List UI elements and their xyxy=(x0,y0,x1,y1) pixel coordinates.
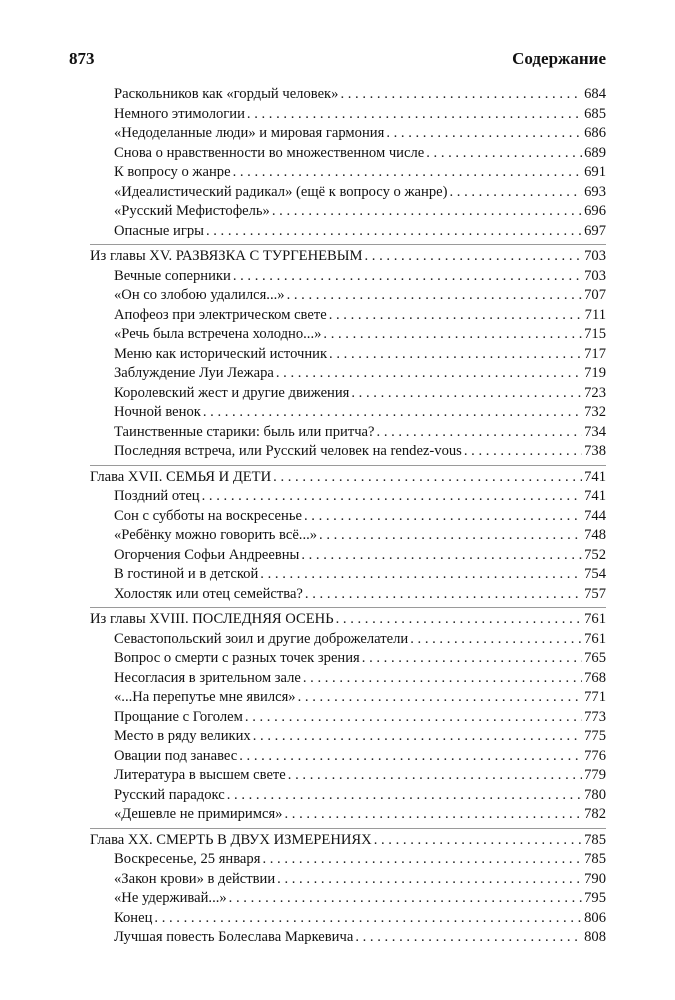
toc-entry xyxy=(90,105,606,125)
toc-entry-page: 773 xyxy=(584,708,606,725)
toc-entry-title: Холостяк или отец семейства? xyxy=(114,585,303,602)
toc-entry-title: Ночной венок xyxy=(114,404,201,420)
dot-leader xyxy=(227,786,582,806)
toc-entry xyxy=(90,630,606,650)
toc-entry-title: Раскольников как «гордый человек» xyxy=(114,86,339,102)
toc-chapter-page: 741 xyxy=(584,468,606,485)
dot-leader xyxy=(301,546,582,566)
toc-entry-page: 693 xyxy=(584,183,606,200)
toc-entry-page: 723 xyxy=(584,384,606,401)
toc-entry xyxy=(90,585,606,605)
dot-leader xyxy=(464,442,582,462)
toc-chapter xyxy=(90,468,606,488)
toc-entry-page: 685 xyxy=(584,105,606,122)
dot-leader xyxy=(351,384,582,404)
dot-leader xyxy=(374,831,582,851)
toc-entry-page: 790 xyxy=(584,870,606,887)
toc-entry-page: 715 xyxy=(584,326,606,342)
toc-entry-title: Литература в высшем свете xyxy=(114,767,286,783)
dot-leader xyxy=(276,364,582,384)
toc-entry-title: Севастопольский зоил и другие доброжелатели xyxy=(114,630,409,647)
dot-leader xyxy=(336,610,583,630)
toc-entry-title: Вечные соперники xyxy=(114,267,231,284)
toc-entry-title: Таинственные старики: быль или притча? xyxy=(114,423,375,440)
dot-leader xyxy=(426,144,582,164)
dot-leader xyxy=(253,727,582,747)
toc-entry xyxy=(90,766,606,786)
toc-entry xyxy=(90,325,606,345)
toc-entry xyxy=(90,850,606,870)
toc-entry xyxy=(90,384,606,404)
dot-leader xyxy=(239,747,582,767)
toc-entry-title: Немного этимологии xyxy=(114,105,245,122)
toc-entry xyxy=(90,423,606,443)
toc-entry-title: Конец xyxy=(114,909,153,926)
dot-leader xyxy=(319,526,582,546)
toc-entry-title: Овации под занавес xyxy=(114,747,238,764)
dot-leader xyxy=(154,909,582,929)
toc-entry xyxy=(90,805,606,825)
dot-leader xyxy=(365,247,583,267)
dot-leader xyxy=(277,870,582,890)
toc-entry-page: 691 xyxy=(584,164,606,180)
dot-leader xyxy=(304,507,582,527)
toc-block xyxy=(90,607,606,825)
toc-entry xyxy=(90,786,606,806)
toc-entry-title: Последняя встреча, или Русский человек на rendez-vous xyxy=(114,443,462,459)
toc-chapter-title: Из главы XVIII. ПОСЛЕДНЯЯ ОСЕНЬ xyxy=(90,611,334,627)
toc-chapter-title: Из главы XV. РАЗВЯЗКА С ТУРГЕНЕВЫМ xyxy=(90,248,363,264)
toc-chapter xyxy=(90,247,606,267)
toc-entry-page: 748 xyxy=(584,527,606,543)
toc-chapter xyxy=(90,610,606,630)
toc-entry-title: Заблуждение Луи Лежара xyxy=(114,365,274,381)
toc-entry xyxy=(90,928,606,948)
dot-leader xyxy=(340,85,582,105)
dot-leader xyxy=(202,487,582,507)
toc-entry xyxy=(90,649,606,669)
toc-entry xyxy=(90,688,606,708)
dot-leader xyxy=(386,124,582,144)
toc-chapter-title: Глава XVII. СЕМЬЯ И ДЕТИ xyxy=(90,468,272,485)
toc-entry-title: Апофеоз при электрическом свете xyxy=(114,306,327,323)
toc-entry-title: «Не удерживай...» xyxy=(114,890,227,906)
toc-entry-title: Прощание с Гоголем xyxy=(114,708,243,725)
toc-entry-page: 765 xyxy=(584,650,606,666)
dot-leader xyxy=(329,345,582,365)
toc-block xyxy=(90,828,606,948)
toc-entry-title: Снова о нравственности во множественном числе xyxy=(114,144,425,161)
dot-leader xyxy=(206,222,582,242)
toc-entry-title: Сон с субботы на воскресенье xyxy=(114,507,302,524)
toc-entry xyxy=(90,708,606,728)
dot-leader xyxy=(247,105,582,125)
toc-entry-title: Место в ряду великих xyxy=(114,728,251,744)
toc-entry xyxy=(90,526,606,546)
toc-entry-page: 761 xyxy=(584,630,606,647)
toc-entry xyxy=(90,267,606,287)
toc-entry-title: Огорчения Софьи Андреевны xyxy=(114,546,300,563)
toc-entry xyxy=(90,442,606,462)
toc-chapter-page: 785 xyxy=(584,831,606,848)
dot-leader xyxy=(260,565,582,585)
toc-entry-page: 779 xyxy=(584,767,606,783)
toc-entry-title: Лучшая повесть Болеслава Маркевича xyxy=(114,929,354,945)
toc-entry xyxy=(90,222,606,242)
dot-leader xyxy=(449,183,582,203)
toc-entry-title: «Недоделанные люди» и мировая гармония xyxy=(114,125,385,141)
toc-entry-page: 757 xyxy=(584,585,606,602)
toc-entry-title: Воскресенье, 25 января xyxy=(114,851,261,867)
toc-entry-title: В гостиной и в детской xyxy=(114,566,259,582)
toc-entry-title: Опасные игры xyxy=(114,222,204,239)
toc-entry-title: «...На перепутье мне явился» xyxy=(114,689,296,705)
toc-entry-page: 782 xyxy=(584,806,606,822)
toc-entry-page: 771 xyxy=(584,689,606,705)
page-header xyxy=(69,49,606,73)
toc-entry xyxy=(90,747,606,767)
toc-entry-title: «Закон крови» в действии xyxy=(114,870,276,887)
toc-entry-page: 768 xyxy=(584,669,606,686)
toc-chapter-page: 761 xyxy=(584,611,606,627)
toc-entry-page: 707 xyxy=(584,287,606,303)
toc-entry xyxy=(90,183,606,203)
toc-entry-page: 744 xyxy=(584,507,606,524)
toc-entry xyxy=(90,144,606,164)
toc-entry-page: 684 xyxy=(584,86,606,102)
toc-entry-title: Королевский жест и другие движения xyxy=(114,384,350,401)
dot-leader xyxy=(233,267,582,287)
toc-entry-page: 686 xyxy=(584,125,606,141)
toc-entry xyxy=(90,669,606,689)
toc-entry-page: 719 xyxy=(584,365,606,381)
dot-leader xyxy=(273,468,582,488)
dot-leader xyxy=(303,669,582,689)
toc-entry xyxy=(90,124,606,144)
toc-entry-title: К вопросу о жанре xyxy=(114,164,231,180)
toc-entry-title: Несогласия в зрительном зале xyxy=(114,669,301,686)
toc-entry xyxy=(90,306,606,326)
table-of-contents xyxy=(90,85,606,948)
toc-entry xyxy=(90,345,606,365)
dot-leader xyxy=(203,403,582,423)
toc-entry xyxy=(90,909,606,929)
toc-entry xyxy=(90,163,606,183)
toc-entry-page: 711 xyxy=(584,306,606,323)
toc-chapter-title: Глава XX. СМЕРТЬ В ДВУХ ИЗМЕРЕНИЯХ xyxy=(90,831,372,848)
toc-entry-title: «Он со злобою удалился...» xyxy=(114,287,285,303)
toc-entry-page: 795 xyxy=(584,890,606,906)
toc-entry xyxy=(90,546,606,566)
dot-leader xyxy=(329,306,583,326)
dot-leader xyxy=(377,423,583,443)
toc-chapter xyxy=(90,831,606,851)
toc-entry-title: «Речь была встречена холодно...» xyxy=(114,326,322,342)
toc-entry-title: «Идеалистический радикал» (ещё к вопросу о жанре) xyxy=(114,183,448,200)
toc-entry-page: 775 xyxy=(584,728,606,744)
toc-entry-page: 741 xyxy=(584,488,606,504)
toc-entry-page: 696 xyxy=(584,203,606,219)
dot-leader xyxy=(284,805,582,825)
dot-leader xyxy=(262,850,582,870)
toc-entry-page: 806 xyxy=(584,909,606,926)
dot-leader xyxy=(410,630,582,650)
dot-leader xyxy=(362,649,582,669)
toc-entry xyxy=(90,565,606,585)
page-number: 873 xyxy=(69,49,95,68)
dot-leader xyxy=(287,286,583,306)
dot-leader xyxy=(245,708,582,728)
toc-entry-title: Вопрос о смерти с разных точек зрения xyxy=(114,650,360,666)
toc-entry-page: 734 xyxy=(584,423,606,440)
toc-entry-page: 697 xyxy=(584,222,606,239)
toc-entry-page: 752 xyxy=(584,546,606,563)
toc-entry-page: 703 xyxy=(584,267,606,284)
toc-block xyxy=(90,465,606,605)
toc-entry-title: Поздний отец xyxy=(114,488,200,504)
toc-entry xyxy=(90,202,606,222)
toc-entry-page: 754 xyxy=(584,566,606,582)
toc-block xyxy=(90,244,606,462)
toc-entry-title: «Русский Мефистофель» xyxy=(114,203,270,219)
toc-entry-title: «Ребёнку можно говорить всё...» xyxy=(114,527,318,543)
running-head: Содержание xyxy=(512,49,606,68)
toc-entry-title: «Дешевле не примиримся» xyxy=(114,806,283,822)
dot-leader xyxy=(272,202,582,222)
dot-leader xyxy=(305,585,582,605)
toc-entry xyxy=(90,889,606,909)
dot-leader xyxy=(298,688,583,708)
toc-entry-page: 780 xyxy=(584,786,606,803)
dot-leader xyxy=(233,163,583,183)
toc-entry-page: 738 xyxy=(584,443,606,459)
toc-entry-title: Меню как исторический источник xyxy=(114,345,328,362)
toc-entry-title: Русский парадокс xyxy=(114,786,225,803)
toc-entry-page: 785 xyxy=(584,851,606,867)
dot-leader xyxy=(355,928,582,948)
dot-leader xyxy=(323,325,582,345)
toc-entry xyxy=(90,507,606,527)
toc-entry-page: 776 xyxy=(584,747,606,764)
toc-block xyxy=(90,85,606,241)
toc-entry xyxy=(90,403,606,423)
toc-entry xyxy=(90,727,606,747)
toc-entry xyxy=(90,85,606,105)
toc-entry-page: 732 xyxy=(584,404,606,420)
toc-entry xyxy=(90,364,606,384)
toc-entry-page: 808 xyxy=(584,929,606,945)
toc-entry-page: 689 xyxy=(584,144,606,161)
toc-entry xyxy=(90,286,606,306)
dot-leader xyxy=(288,766,582,786)
toc-entry xyxy=(90,487,606,507)
toc-entry-page: 717 xyxy=(584,345,606,362)
toc-chapter-page: 703 xyxy=(584,248,606,264)
toc-entry xyxy=(90,870,606,890)
dot-leader xyxy=(229,889,582,909)
